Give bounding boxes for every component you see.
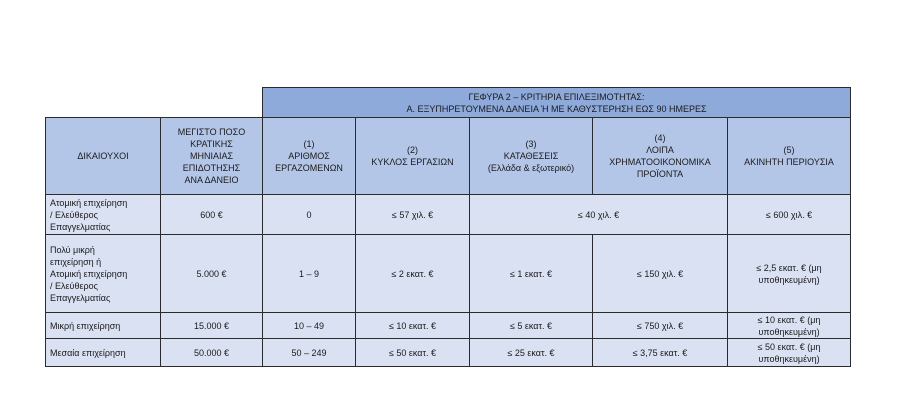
header-real-estate: (5) ΑΚΙΝΗΤΗ ΠΕΡΙΟΥΣΙΑ	[728, 118, 851, 195]
row-beneficiary: Μεσαία επιχείρηση	[46, 339, 161, 367]
row-max-amount: 5.000 €	[161, 235, 263, 313]
row-max-amount: 50.000 €	[161, 339, 263, 367]
banner-title: ΓΕΦΥΡΑ 2 – ΚΡΙΤΗΡΙΑ ΕΠΙΛΕΞΙΜΟΤΗΤΑΣ:	[468, 91, 645, 102]
banner-row	[46, 88, 851, 118]
row-turnover: ≤ 57 χιλ. €	[356, 195, 470, 235]
table-row	[46, 313, 851, 339]
row-deposits: ≤ 1 εκατ. €	[470, 235, 593, 313]
header-beneficiaries: ΔΙΚΑΙΟΥΧΟΙ	[46, 118, 161, 195]
row-beneficiary: Ατομική επιχείρηση / Ελεύθερος Επαγγελματίας	[46, 195, 161, 235]
eligibility-criteria-table	[45, 87, 851, 367]
row-financial-products: ≤ 3,75 εκατ. €	[593, 339, 728, 367]
table-row	[46, 339, 851, 367]
row-max-amount: 15.000 €	[161, 313, 263, 339]
row-turnover: ≤ 10 εκατ. €	[356, 313, 470, 339]
row-real-estate: ≤ 50 εκατ. € (μη υποθηκευμένη)	[728, 339, 851, 367]
empty-corner	[46, 88, 263, 118]
header-max-amount: ΜΕΓΙΣΤΟ ΠΟΣΟ ΚΡΑΤΙΚΗΣ ΜΗΝΙΑΙΑΣ ΕΠΙΔΟΤΗΣΗΣ ΑΝΑ ΔΑΝΕΙΟ	[161, 118, 263, 195]
table-row	[46, 235, 851, 313]
row-turnover: ≤ 2 εκατ. €	[356, 235, 470, 313]
row-employees: 10 – 49	[263, 313, 356, 339]
header-turnover: (2) ΚΥΚΛΟΣ ΕΡΓΑΣΙΩΝ	[356, 118, 470, 195]
row-real-estate: ≤ 2,5 εκατ. € (μη υποθηκευμένη)	[728, 235, 851, 313]
header-financial-products: (4) ΛΟΙΠΑ ΧΡΗΜΑΤΟΟΙΚΟΝΟΜΙΚΑ ΠΡΟΪΟΝΤΑ	[593, 118, 728, 195]
row-employees: 1 – 9	[263, 235, 356, 313]
row-turnover: ≤ 50 εκατ. €	[356, 339, 470, 367]
table-row	[46, 195, 851, 235]
row-financial-products: ≤ 750 χιλ. €	[593, 313, 728, 339]
row-max-amount: 600 €	[161, 195, 263, 235]
criteria-banner	[263, 88, 851, 118]
row-beneficiary: Πολύ μικρή επιχείρηση ή Ατομική επιχείρηση / Ελεύθερος Επαγγελματίας	[46, 235, 161, 313]
row-employees: 50 – 249	[263, 339, 356, 367]
row-financial-products: ≤ 150 χιλ. €	[593, 235, 728, 313]
row-deposits: ≤ 25 εκατ. €	[470, 339, 593, 367]
header-employees: (1) ΑΡΙΘΜΟΣ ΕΡΓΑΖΟΜΕΝΩΝ	[263, 118, 356, 195]
row-real-estate: ≤ 10 εκατ. € (μη υποθηκευμένη)	[728, 313, 851, 339]
header-row	[46, 118, 851, 195]
row-deposits: ≤ 5 εκατ. €	[470, 313, 593, 339]
banner-subtitle: Α. ΕΞΥΠΗΡΕΤΟΥΜΕΝΑ ΔΑΝΕΙΑ Ή ΜΕ ΚΑΘΥΣΤΕΡΗΣΗ ΕΩΣ 90 ΗΜΕΡΕΣ	[406, 103, 707, 114]
header-deposits: (3) ΚΑΤΑΘΕΣΕΙΣ (Ελλάδα & εξωτερικό)	[470, 118, 593, 195]
row-deposits-and-financial-products: ≤ 40 χιλ. €	[470, 195, 728, 235]
row-beneficiary: Μικρή επιχείρηση	[46, 313, 161, 339]
row-employees: 0	[263, 195, 356, 235]
row-real-estate: ≤ 600 χιλ. €	[728, 195, 851, 235]
